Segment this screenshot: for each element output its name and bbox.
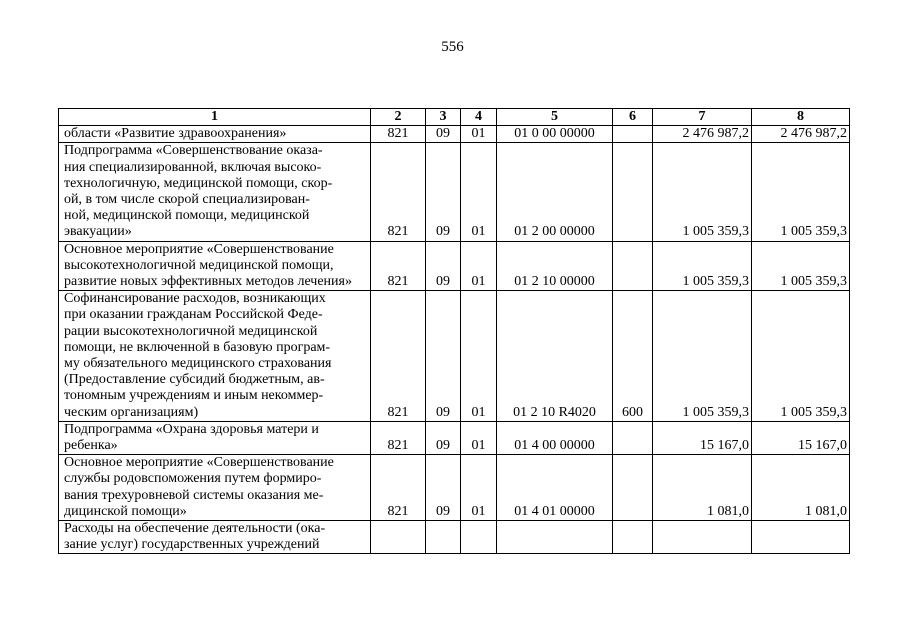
- cell-code: 821: [371, 241, 426, 291]
- cell-target: 01 2 00 00000: [497, 143, 613, 241]
- column-header: 6: [613, 109, 653, 126]
- cell-target: 01 4 00 00000: [497, 421, 613, 454]
- cell-amount-7: 1 081,0: [653, 455, 752, 521]
- cell-target: 01 2 10 R4020: [497, 291, 613, 422]
- column-header: 3: [426, 109, 461, 126]
- column-header: 4: [461, 109, 497, 126]
- cell-section: 09: [426, 126, 461, 143]
- cell-amount-7: 1 005 359,3: [653, 241, 752, 291]
- cell-subsection: [461, 521, 497, 554]
- cell-amount-7: 2 476 987,2: [653, 126, 752, 143]
- cell-section: 09: [426, 143, 461, 241]
- column-header: 8: [752, 109, 850, 126]
- row-name: Подпрограмма «Совершенствование оказа- ния специализированной, включая высоко- технологичную, медицинской помощи, скор- ой, в том числе скорой специализирован- ной, медицинской помощи, медицинской эвакуации»: [59, 143, 371, 241]
- cell-amount-8: 1 005 359,3: [752, 241, 850, 291]
- row-name: Подпрограмма «Охрана здоровья матери и ребенка»: [59, 421, 371, 454]
- column-header: 1: [59, 109, 371, 126]
- cell-code: 821: [371, 143, 426, 241]
- cell-amount-8: 15 167,0: [752, 421, 850, 454]
- row-name: области «Развитие здравоохранения»: [59, 126, 371, 143]
- cell-section: 09: [426, 241, 461, 291]
- column-header: 5: [497, 109, 613, 126]
- cell-section: 09: [426, 455, 461, 521]
- cell-target: [497, 521, 613, 554]
- cell-subsection: 01: [461, 143, 497, 241]
- cell-type: [613, 521, 653, 554]
- cell-subsection: 01: [461, 291, 497, 422]
- cell-type: [613, 126, 653, 143]
- cell-type: 600: [613, 291, 653, 422]
- column-header: 7: [653, 109, 752, 126]
- table-row: [59, 126, 850, 143]
- cell-code: 821: [371, 421, 426, 454]
- cell-subsection: 01: [461, 421, 497, 454]
- cell-code: [371, 521, 426, 554]
- cell-code: 821: [371, 126, 426, 143]
- cell-amount-8: 1 005 359,3: [752, 291, 850, 422]
- column-header: 2: [371, 109, 426, 126]
- cell-amount-8: 1 005 359,3: [752, 143, 850, 241]
- table-row: [59, 143, 850, 241]
- row-name: Расходы на обеспечение деятельности (ока- зание услуг) государственных учреждений: [59, 521, 371, 554]
- cell-amount-8: [752, 521, 850, 554]
- cell-type: [613, 455, 653, 521]
- cell-amount-7: 15 167,0: [653, 421, 752, 454]
- page-number: 556: [441, 39, 464, 55]
- cell-code: 821: [371, 455, 426, 521]
- cell-subsection: 01: [461, 455, 497, 521]
- table-row: [59, 455, 850, 521]
- cell-section: 09: [426, 291, 461, 422]
- budget-table: [58, 108, 850, 554]
- cell-amount-8: 1 081,0: [752, 455, 850, 521]
- cell-type: [613, 241, 653, 291]
- cell-target: 01 2 10 00000: [497, 241, 613, 291]
- cell-target: 01 0 00 00000: [497, 126, 613, 143]
- cell-subsection: 01: [461, 126, 497, 143]
- cell-amount-8: 2 476 987,2: [752, 126, 850, 143]
- cell-amount-7: [653, 521, 752, 554]
- cell-section: [426, 521, 461, 554]
- table-row: [59, 291, 850, 422]
- cell-amount-7: 1 005 359,3: [653, 143, 752, 241]
- table-header-row: [59, 109, 850, 126]
- table-row: [59, 521, 850, 554]
- table-row: [59, 421, 850, 454]
- cell-subsection: 01: [461, 241, 497, 291]
- row-name: Основное мероприятие «Совершенствование службы родовспоможения путем формиро- вания трехуровневой системы оказания ме- дицинской помощи»: [59, 455, 371, 521]
- row-name: Софинансирование расходов, возникающих при оказании гражданам Российской Феде- рации высокотехнологичной медицинской помощи, не включенной в базовую програм- му обязательного медицинского страхования (Предоставление субсидий бюджетным, ав- тономным учреждениям и иным некоммер- ческим организациям): [59, 291, 371, 422]
- cell-amount-7: 1 005 359,3: [653, 291, 752, 422]
- table-row: [59, 241, 850, 291]
- cell-type: [613, 421, 653, 454]
- row-name: Основное мероприятие «Совершенствование высокотехнологичной медицинской помощи, развитие новых эффективных методов лечения»: [59, 241, 371, 291]
- cell-code: 821: [371, 291, 426, 422]
- cell-type: [613, 143, 653, 241]
- cell-target: 01 4 01 00000: [497, 455, 613, 521]
- cell-section: 09: [426, 421, 461, 454]
